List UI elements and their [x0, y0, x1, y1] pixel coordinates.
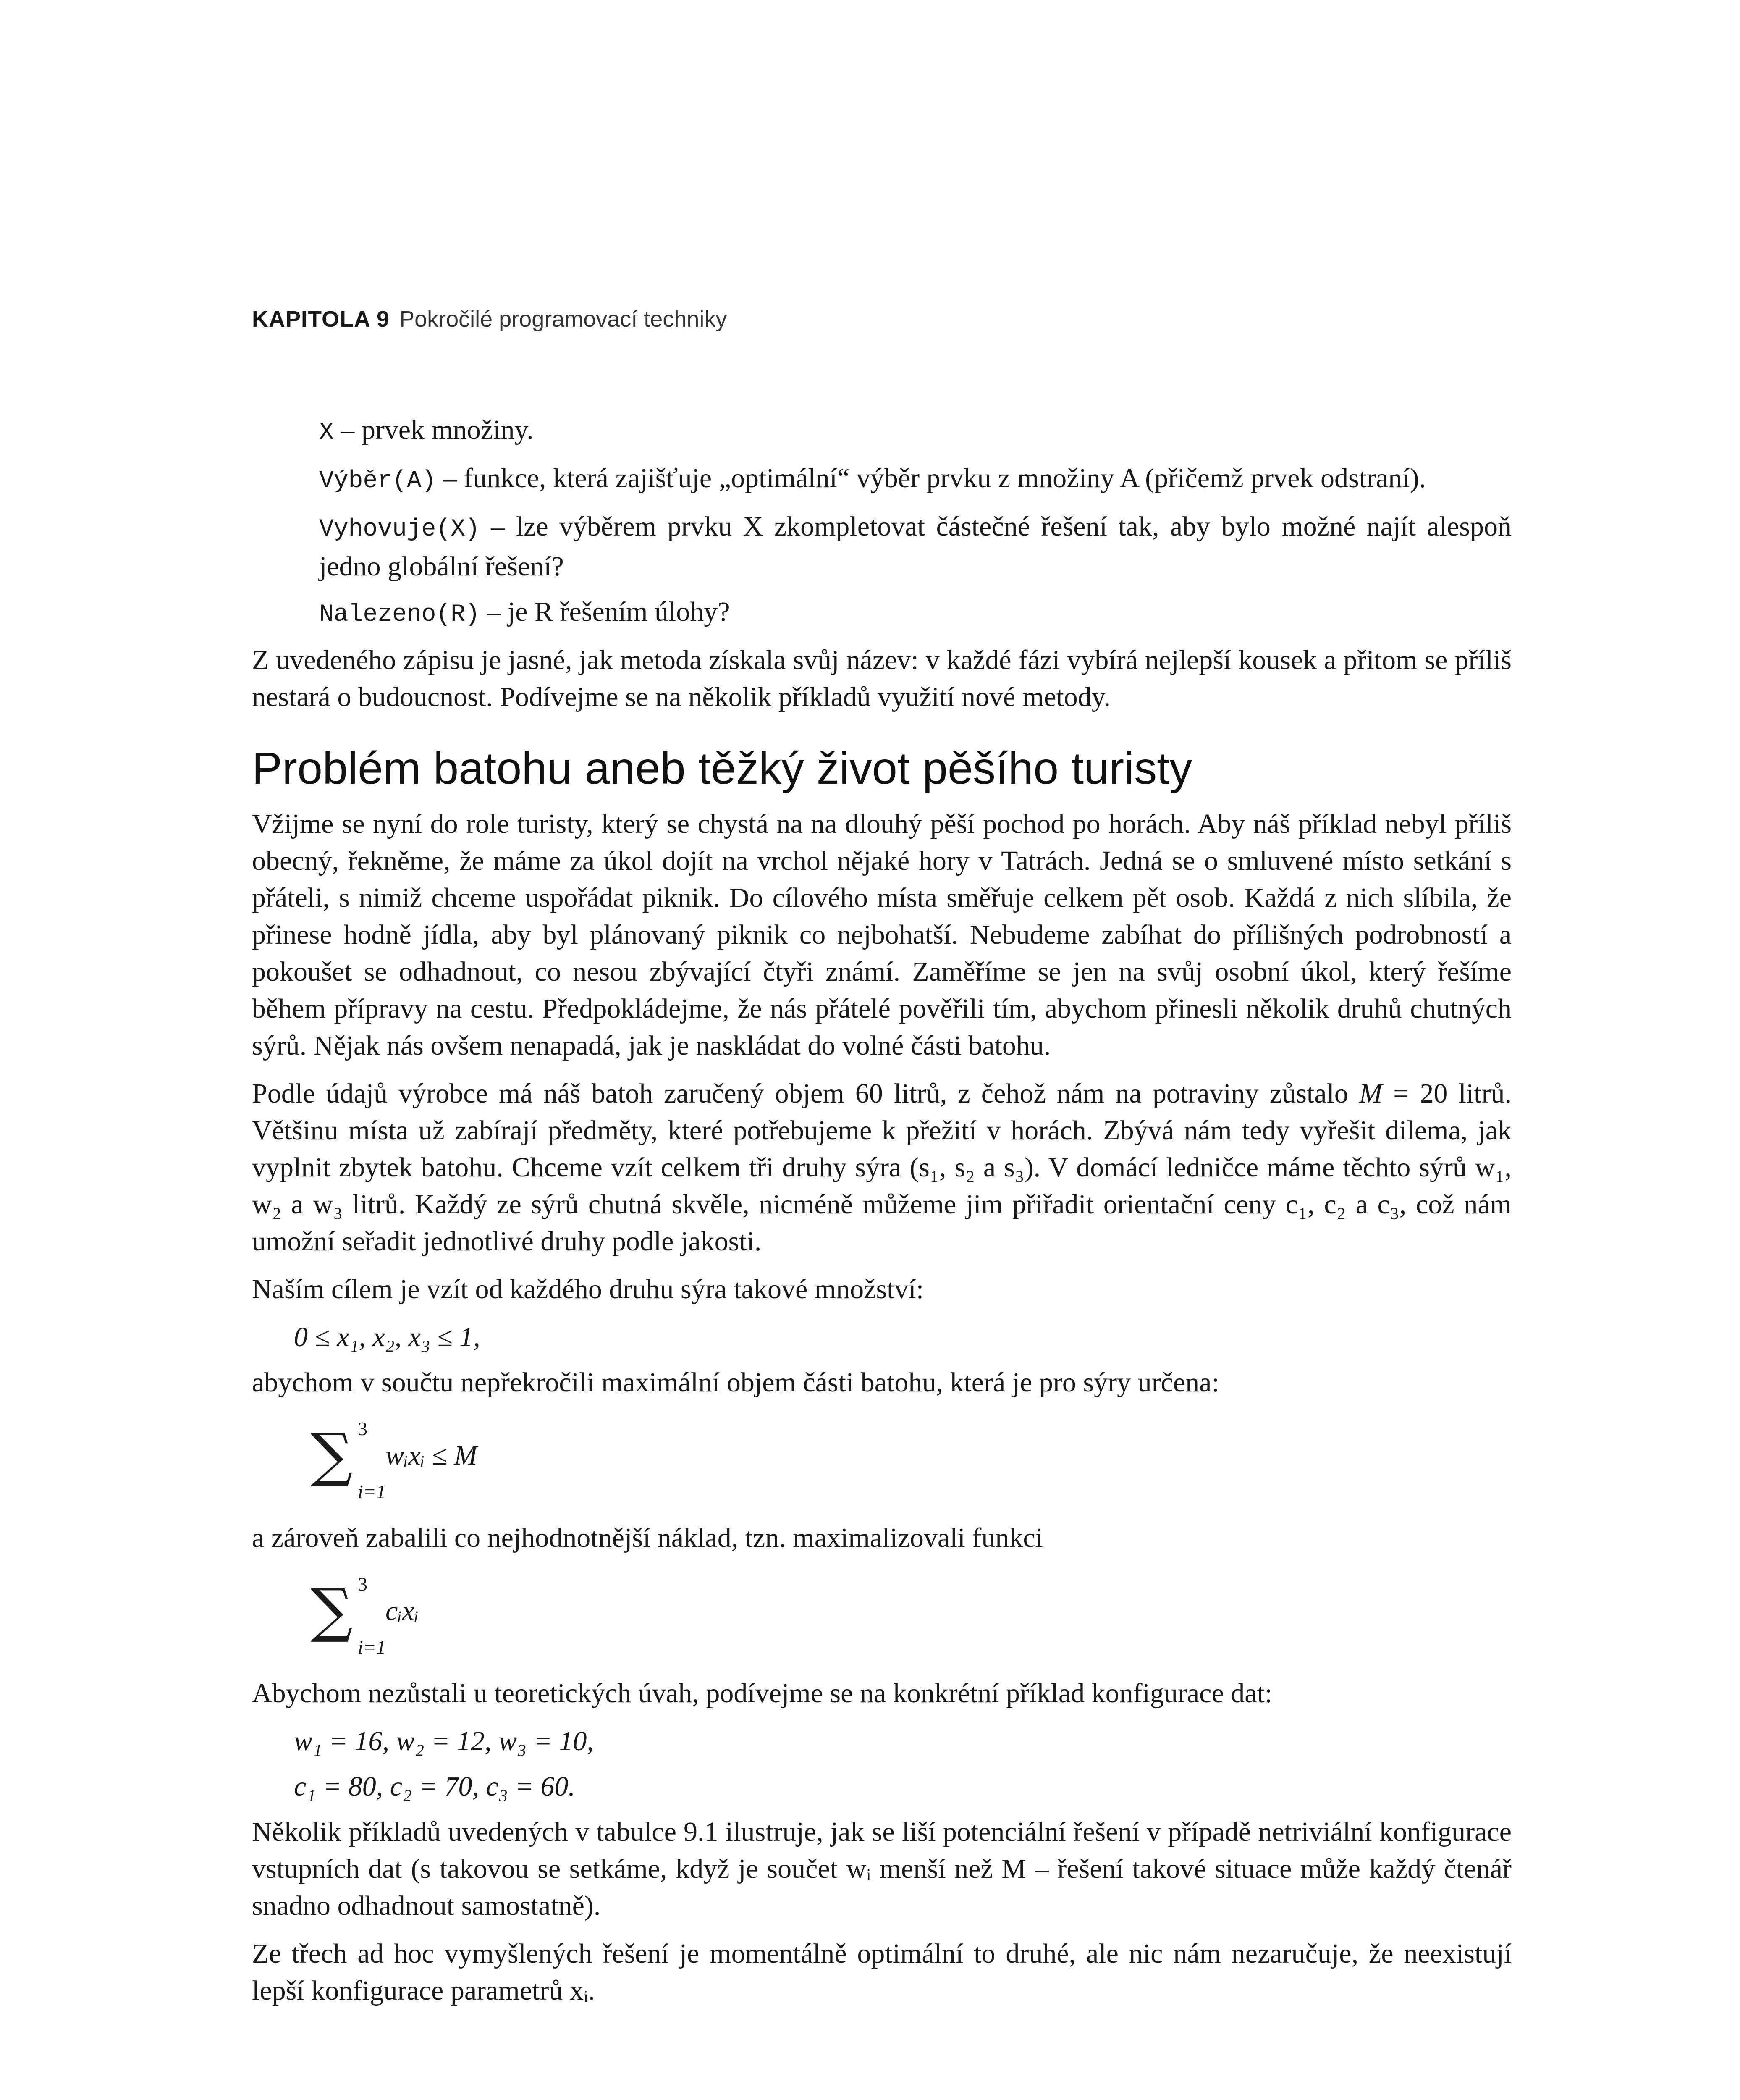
chapter-label: KAPITOLA 9 — [252, 307, 390, 332]
definition-text: – je R řešením úlohy? — [480, 596, 730, 627]
paragraph-goal: Naším cílem je vzít od každého druhu sýra takové množství: — [252, 1274, 924, 1305]
text-part: Podle údajů výrobce má náš batoh zaručený objem 60 litrů, z čehož nám na potraviny zůstalo — [252, 1078, 1359, 1109]
definition-text: – funkce, která zajišťuje „optimální“ výběr prvku z množiny A (přičemž prvek odstraní). — [436, 463, 1426, 494]
code-term: X — [319, 419, 334, 446]
definition-list — [252, 412, 1512, 633]
code-term: Nalezeno(R) — [319, 601, 480, 628]
sum-value-svg — [311, 1567, 504, 1664]
variable-m: M — [1359, 1078, 1382, 1109]
code-term: Vyhovuje(X) — [319, 516, 480, 543]
sum-weight-svg — [311, 1412, 504, 1509]
sum-lower-limit: i=1 — [358, 1481, 386, 1502]
paragraph-conclusion: Ze třech ad hoc vymyšlených řešení je momentálně optimální to druhé, ale nic nám nezaručuje, že neexistují lepší konfigurace parametrů xᵢ. — [252, 1938, 1512, 2006]
section-heading: Problém batohu aneb těžký život pěšího turisty — [252, 743, 1192, 793]
sum-term: wᵢxᵢ ≤ M — [385, 1440, 477, 1471]
formula-weights: w₁ = 16, w₂ = 12, w₃ = 10, — [294, 1726, 594, 1756]
sum-upper-limit: 3 — [358, 1418, 367, 1439]
sum-term: cᵢxᵢ — [385, 1596, 419, 1626]
formula-bounds: 0 ≤ x₁, x₂, x₃ ≤ 1, — [294, 1322, 480, 1352]
definition-nalezeno — [319, 593, 1512, 633]
formula-value-sum — [252, 1567, 1512, 1664]
paragraph-maximize: a zároveň zabalili co nejhodnotnější náklad, tzn. maximalizovali funkci — [252, 1522, 1043, 1553]
paragraph-example: Abychom nezůstali u teoretických úvah, podívejme se na konkrétní příklad konfigurace dat: — [252, 1678, 1273, 1709]
sigma-symbol: ∑ — [311, 1421, 353, 1489]
paragraph-constraint: abychom v součtu nepřekročili maximální objem části batohu, která je pro sýry určena: — [252, 1367, 1219, 1398]
intro-paragraph: Z uvedeného zápisu je jasné, jak metoda získala svůj název: v každé fázi vybírá nejlepší kousek a přitom se příliš nestará o budoucnost. Podívejme se na několik příkladů využití nové metody. — [252, 645, 1512, 712]
code-term: Výběr(A) — [319, 467, 436, 495]
definition-vyber — [319, 460, 1512, 500]
formula-costs: c₁ = 80, c₂ = 70, c₃ = 60. — [294, 1771, 575, 1802]
sum-upper-limit: 3 — [358, 1573, 367, 1595]
formula-weight-sum — [252, 1412, 1512, 1509]
paragraph-table-ref: Několik příkladů uvedených v tabulce 9.1 ilustruje, jak se liší potenciální řešení v případě netriviální konfigurace vstupních dat (s takovou se setkáme, když je součet wᵢ menší než M – řešení takové situace může každý čtenář snadno odhadnout samostatně). — [252, 1816, 1512, 1921]
definition-text: – lze výběrem prvku X zkompletovat částečné řešení tak, aby bylo možné najít alespoň jedno globální řešení? — [319, 511, 1512, 582]
paragraph-story: Vžijme se nyní do role turisty, který se chystá na na dlouhý pěší pochod po horách. Aby náš příklad nebyl příliš obecný, řekněme, že máme za úkol dojít na vrchol nějaké hory v Tatrách. Jedná se o smluvené místo setkání s přáteli, s nimiž chceme uspořádat piknik. Do cílového místa směřuje celkem pět osob. Každá z nich slíbila, že přinese hodně jídla, aby byl plánovaný piknik co nejbohatší. Nebudeme zabíhat do přílišných podrobností a pokoušet se odhadnout, co nesou zbývající čtyři známí. Zaměříme se jen na svůj osobní úkol, který řešíme během přípravy na cestu. Předpokládejme, že nás přátelé pověřili tím, abychom přinesli několik druhů chutných sýrů. Nějak nás ovšem nenapadá, jak je naskládat do volné části batohu. — [252, 808, 1512, 1061]
sigma-symbol: ∑ — [311, 1576, 353, 1645]
definition-text: – prvek množiny. — [333, 415, 534, 445]
text-part: = 20 litrů. Většinu místa už zabírají předměty, které potřebujeme k přežití v horách. Zbývá nám tedy vyřešit dilema, jak vyplnit zbytek batohu. Chceme vzít celkem tři druhy sýra (s₁, s₂ a s₃). V domácí ledničce máme těchto sýrů w₁, w₂ a w₃ litrů. Každý ze sýrů chutná skvěle, nicméně můžeme jim přiřadit orientační ceny c₁, c₂ a c₃, což nám umožní seřadit jednotlivé druhy podle jakosti. — [252, 1078, 1512, 1257]
paragraph-backpack — [252, 1075, 1512, 1260]
sum-lower-limit: i=1 — [358, 1636, 386, 1658]
chapter-title: Pokročilé programovací techniky — [399, 307, 727, 332]
definition-x — [319, 412, 1512, 452]
page-content — [252, 412, 1512, 2020]
definition-vyhovuje — [319, 508, 1512, 585]
running-header — [252, 302, 1512, 336]
